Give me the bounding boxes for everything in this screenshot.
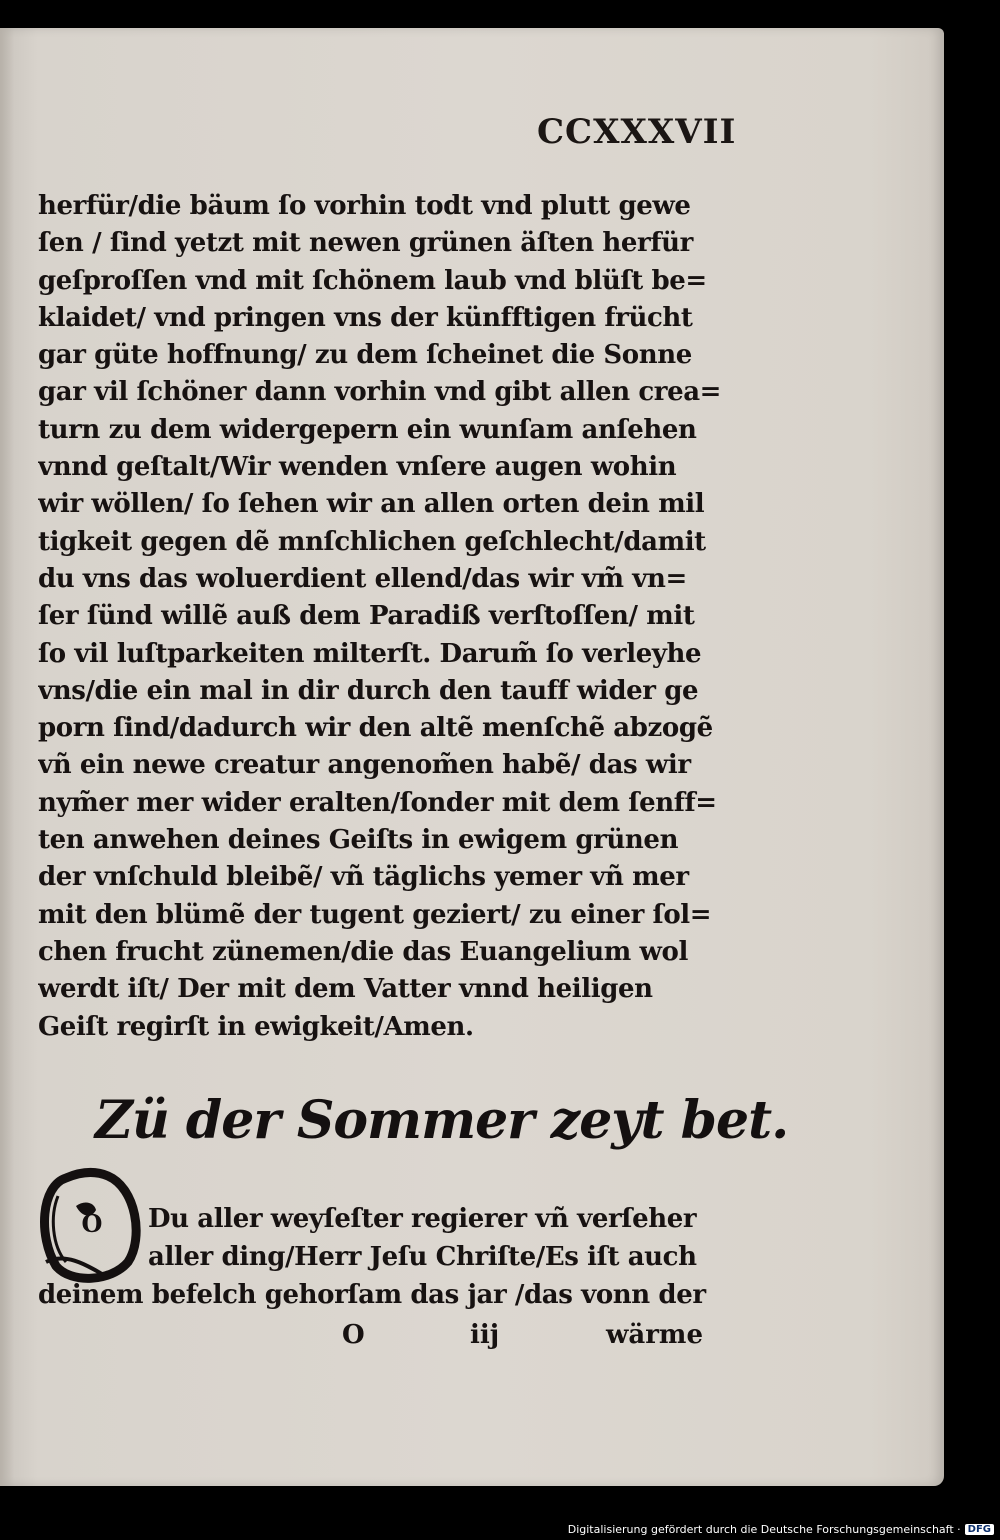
text-line: mit den blümẽ der tugent geziert/ zu einer ſol=: [38, 899, 712, 930]
text-line: vñ ein newe creatur angenom̃en habẽ/ das wir: [38, 750, 691, 781]
page-gutter-shadow: [0, 28, 14, 1486]
text-line: geſproſſen vnd mit ſchönem laub vnd blüſt be=: [38, 265, 707, 296]
prayer-text: [38, 1200, 728, 1314]
text-line: tigkeit gegen dẽ mnſchlichen geſchlecht/damit: [38, 526, 706, 557]
digitization-credit: [568, 1523, 994, 1536]
svg-text:O: O: [81, 1209, 103, 1238]
text-line: klaidet/ vnd pringen vns der künfftigen frücht: [38, 302, 693, 333]
folio-number: CCXXXVII: [537, 112, 737, 152]
book-page: [0, 28, 944, 1486]
text-line: wir wöllen/ ſo ſehen wir an allen orten dein mil: [38, 489, 705, 520]
signature-mark: O: [342, 1320, 365, 1350]
text-line: aller ding/Herr Jeſu Chriſte/Es iſt auch: [148, 1242, 697, 1272]
text-line: ſen / ſind yetzt mit newen grünen äſten herfür: [38, 228, 693, 259]
text-line: vns/die ein mal in dir durch den tauff wider ge: [38, 675, 699, 706]
text-line: ſo vil luſtparkeiten milterſt. Darum̃ ſo verleyhe: [38, 638, 702, 669]
body-text: [38, 188, 728, 1046]
text-line: der vnſchuld bleibẽ/ vñ täglichs yemer vñ mer: [38, 862, 689, 893]
text-line: Geiſt regirſt in ewigkeit/Amen.: [38, 1011, 474, 1042]
signature-number: iij: [470, 1320, 500, 1350]
catchword: wärme: [606, 1320, 703, 1350]
text-line: turn zu dem widergepern ein wunſam anſehen: [38, 414, 697, 445]
text-line: Du aller weyſeſter regierer vñ verſeher: [148, 1204, 697, 1234]
text-line: chen frucht zünemen/die das Euangelium wol: [38, 936, 688, 967]
text-line: herfür/die bäum ſo vorhin todt vnd plutt gewe: [38, 191, 691, 221]
text-line: ten anwehen deines Geiſts in ewigem grünen: [38, 825, 679, 856]
credit-text: Digitalisierung gefördert durch die Deutsche Forschungsgemeinschaft ·: [567, 1523, 961, 1536]
text-line: du vns das woluerdient ellend/das wir vm̃ vn=: [38, 563, 687, 594]
text-line: ſer ſünd willẽ auß dem Paradiß verſtoſſen/ mit: [38, 601, 695, 632]
text-line: porn ſind/dadurch wir den altẽ menſchẽ abzogẽ: [38, 713, 713, 744]
text-line: vnnd geſtalt/Wir wenden vnſere augen wohin: [38, 452, 677, 483]
section-heading: Zü der Sommer zeyt bet.: [95, 1090, 789, 1151]
text-line: nym̃er mer wider eralten/ſonder mit dem ſenff=: [38, 787, 717, 818]
text-line: deinem befelch gehorſam das jar /das vonn der: [38, 1280, 706, 1310]
dfg-logo: DFG: [965, 1524, 994, 1535]
text-line: gar güte hoffnung/ zu dem ſcheinet die Sonne: [38, 340, 692, 371]
text-line: gar vil ſchöner dann vorhin vnd gibt allen crea=: [38, 377, 722, 408]
text-line: werdt iſt/ Der mit dem Vatter vnnd heiligen: [38, 974, 653, 1005]
